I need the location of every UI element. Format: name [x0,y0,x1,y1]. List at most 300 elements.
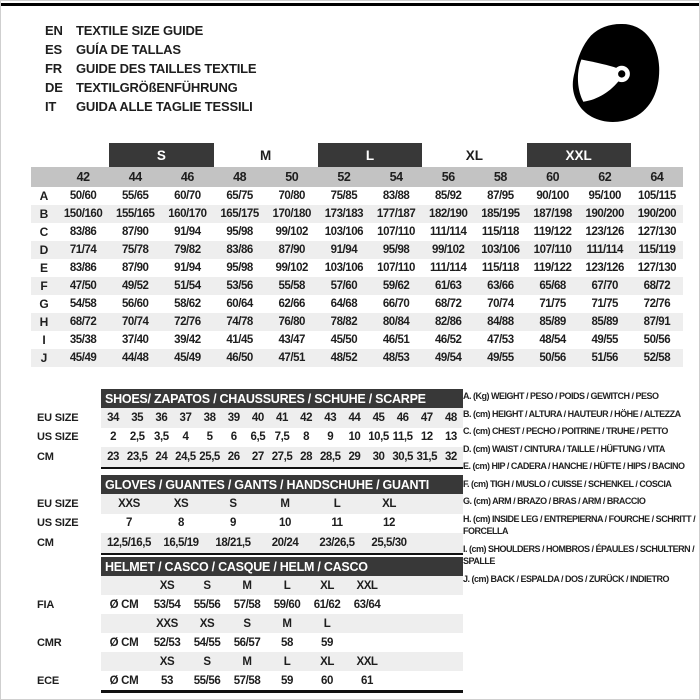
value-cell: 56/60 [121,298,149,310]
value-cell: 2,5 [129,431,145,444]
table-row-f [31,277,683,295]
value-cell: 48/52 [330,352,358,364]
value-cell: 12 [420,431,433,444]
legend-item: A. (Kg) WEIGHT / PESO / POIDS / GEWITCH / PESO [463,391,659,401]
value-cell: 9 [327,431,334,444]
value-cell: 25,5/30 [371,536,407,549]
table-row-c [31,223,683,241]
value-cell: 115/118 [481,226,519,238]
row-label: F [40,279,48,293]
row-values [101,408,463,428]
value-cell: 61/63 [434,280,462,292]
value-cell: 4 [182,431,189,444]
value-cell: 82/86 [434,316,462,328]
value-cell: 111/114 [586,244,623,256]
value-cell: 43 [324,411,337,424]
value-cell: 54/58 [69,298,97,310]
language-title: TEXTILGRÖßENFÜHRUNG [76,80,238,95]
fia-values-row [37,595,463,614]
size-number-cell: 56 [441,170,455,184]
value-cell: 65/68 [539,280,566,292]
helmet-title-bar: HELMET / CASCO / CASQUE / HELM / CASCO [101,557,463,576]
textile-size-table [31,143,683,367]
value-cell: 13 [444,431,457,444]
value-cell: 150/160 [63,208,103,220]
value-cell: 56/57 [233,636,261,649]
row-label: C [39,225,49,239]
value-cell: 20/24 [271,536,299,549]
value-cell: 78/82 [330,316,358,328]
value-cell: 65/75 [226,190,253,202]
value-cell: 29 [348,450,361,463]
value-cell: 87/90 [121,262,149,274]
gloves-eu-row [37,494,463,514]
ece-values-row [37,671,463,690]
table-row-d [31,241,683,259]
size-band-s: S [109,143,213,167]
value-cell: 165/175 [220,208,259,220]
value-cell: 12,5/16,5 [107,536,151,549]
value-cell: 115/118 [481,262,519,274]
size-number-header-row [31,167,683,187]
size-cell: XL [320,579,334,592]
value-cell: 90/100 [536,190,569,202]
value-cell: 70/74 [121,316,149,328]
size-number-cell: 58 [493,170,507,184]
value-cell: 59/60 [273,598,301,611]
value-cell: 27,5 [271,450,293,463]
measurement-legend [463,390,699,590]
row-label: A [39,189,49,203]
value-cell: 80/84 [382,316,410,328]
size-band-row [31,143,683,167]
row-values [101,428,463,448]
gloves-header-row [37,475,463,494]
value-cell: 107/110 [377,226,415,238]
value-cell: 68/72 [643,280,671,292]
gloves-table [37,475,463,555]
value-cell: 7 [126,517,132,530]
size-cell: S [203,655,211,668]
size-band-m: M [260,147,272,163]
value-cell: 60/64 [226,298,253,310]
value-cell: 55/65 [121,190,149,202]
value-cell: 55/56 [193,674,221,687]
legend-item: J. (cm) BACK / ESPALDA / DOS / ZURÜCK / INDIETRO [463,573,670,584]
size-cell: XXS [156,617,178,630]
value-cell: 53/54 [153,598,181,611]
value-cell: 51/56 [591,352,618,364]
size-cell: XXL [356,579,378,592]
value-cell: 85/92 [434,190,462,202]
value-cell: 55/58 [278,280,305,292]
row-label: J [40,351,48,365]
value-cell: 30 [372,450,385,463]
language-code: EN [45,23,63,38]
value-cell: XXS [118,497,140,510]
value-cell: 48/53 [382,352,410,364]
size-number-cell: 42 [76,170,90,184]
value-cell: 6 [230,431,237,444]
language-title: TEXTILE SIZE GUIDE [76,23,204,38]
table-row-g [31,295,683,313]
value-cell: 99/102 [432,244,465,256]
corner-cell [31,167,57,187]
diameter-unit: Ø CM [109,674,139,687]
value-cell: 39/42 [174,334,201,346]
size-number-cell: 62 [598,170,612,184]
diameter-unit: Ø CM [109,636,139,649]
language-code: DE [45,80,63,95]
value-cell: 185/195 [481,208,520,220]
value-cell: 111/114 [429,262,467,274]
value-cell: 49/55 [591,334,618,346]
value-cell: 58 [281,636,293,649]
value-cell: 71/75 [539,298,566,310]
value-cell: 37 [179,411,192,424]
size-number-cell: 60 [546,170,560,184]
row-label: CM [37,450,54,463]
value-cell: 45/49 [69,352,97,364]
value-cell: 59 [321,636,333,649]
size-band-l: L [318,143,422,167]
value-cell: 71/75 [591,298,618,310]
row-label: EU SIZE [37,497,79,510]
row-label: I [42,333,46,347]
table-row-j [31,349,683,367]
row-values [101,671,463,690]
size-cell: M [242,655,252,668]
value-cell: 10,5 [368,431,389,444]
value-cell: 49/55 [487,352,514,364]
language-title: GUÍA DE TALLAS [76,42,181,57]
shoes-header-row [37,389,463,408]
value-cell: 7,5 [274,431,290,444]
shoes-table [37,389,463,469]
row-values [101,533,463,553]
row-values [101,494,463,514]
value-cell: 87/90 [278,244,305,256]
row-label: FIA [37,598,55,611]
value-cell: 103/106 [324,262,364,274]
language-row [45,97,256,116]
value-cell: 190/200 [637,208,677,220]
helmet-icon [567,17,663,127]
value-cell: 44 [348,411,361,424]
helmet-table [37,557,463,693]
row-label: ECE [37,674,60,687]
row-label: H [39,315,49,329]
value-cell: 46 [396,411,409,424]
value-cell: 47/53 [487,334,514,346]
size-cell: XS [159,655,175,668]
fia-sizes-row [37,576,463,595]
value-cell: 70/80 [278,190,305,202]
legend-item: H. (cm) INSIDE LEG / ENTREPIERNA / FOURCHE / SCHRITT / FORCELLA [463,513,696,536]
value-cell: XS [173,497,189,510]
value-cell: 84/88 [487,316,514,328]
value-cell: 79/82 [174,244,201,256]
gloves-cm-row [37,533,463,553]
value-cell: 50/60 [69,190,97,202]
value-cell: 63/64 [353,598,381,611]
row-values [101,614,463,633]
table-row-i [31,331,683,349]
value-cell: 105/115 [638,190,676,202]
size-number-cell: 52 [337,170,351,184]
value-cell: 45 [372,411,385,424]
value-cell: 103/106 [324,226,364,238]
value-cell: 85/89 [591,316,618,328]
value-cell: 123/126 [585,226,624,238]
value-cell: 95/98 [226,226,253,238]
value-cell: 119/122 [533,226,572,238]
value-cell: 47 [420,411,433,424]
value-cell: 76/80 [278,316,305,328]
size-number-cell: 46 [180,170,194,184]
value-cell: 49/52 [121,280,149,292]
size-cell: L [283,655,291,668]
language-row [45,21,256,40]
value-cell: 63/66 [487,280,514,292]
value-cell: 26 [227,450,240,463]
value-cell: 60 [321,674,333,687]
value-cell: 53 [161,674,173,687]
value-cell: 58/62 [174,298,201,310]
table-row-b [31,205,683,223]
value-cell: 18/21,5 [215,536,251,549]
value-cell: 12 [383,517,395,530]
value-cell: 72/76 [174,316,201,328]
language-row [45,40,256,59]
size-cell: M [242,579,252,592]
value-cell: 2 [110,431,117,444]
helmet-header-row [37,557,463,576]
value-cell: 28 [300,450,313,463]
value-cell: 187/198 [533,208,572,220]
value-cell: 61 [361,674,373,687]
value-cell: 41 [276,411,288,424]
value-cell: 91/94 [330,244,358,256]
value-cell: 103/106 [481,244,520,256]
table-row-a [31,187,683,205]
row-values [101,595,463,614]
value-cell: 11,5 [392,431,413,444]
size-number-cell: 48 [233,170,247,184]
size-cell: XS [159,579,175,592]
value-cell: 111/114 [429,226,467,238]
value-cell: 57/60 [330,280,358,292]
size-number-cell: 44 [128,170,142,184]
value-cell: 123/126 [585,262,624,274]
value-cell: 51/54 [174,280,201,292]
value-cell: 155/165 [116,208,155,220]
value-cell: 95/100 [588,190,621,202]
value-cell: 47/50 [69,280,97,292]
value-cell: 115/119 [638,244,676,256]
value-cell: 23/26,5 [319,536,355,549]
row-label: E [39,261,48,275]
value-cell: 37/40 [121,334,149,346]
language-title: GUIDE DES TAILLES TEXTILE [76,61,257,76]
value-cell: 3,5 [154,431,169,444]
cmr-sizes-row [37,614,463,633]
row-label: CM [37,536,54,549]
value-cell: 39 [227,411,240,424]
value-cell: 25,5 [199,450,220,463]
value-cell: 87/90 [121,226,149,238]
legend-item: D. (cm) WAIST / CINTURA / TAILLE / HÜFTUNG / VITA [463,443,665,454]
language-row [45,78,256,97]
value-cell: 48 [444,411,457,424]
row-values [101,652,463,671]
value-cell: 11 [331,517,343,530]
value-cell: 67/70 [591,280,618,292]
value-cell: 55/56 [193,598,221,611]
size-band-xl: XL [465,147,483,163]
row-values [101,514,463,534]
value-cell: 45/50 [330,334,358,346]
value-cell: 91/94 [174,262,201,274]
row-label: G [39,297,49,311]
value-cell: S [229,497,237,510]
value-cell: 36 [155,411,168,424]
value-cell: 83/86 [69,262,97,274]
value-cell: 99/102 [275,226,308,238]
size-number-cell: 64 [650,170,664,184]
value-cell: 6,5 [250,431,266,444]
value-cell: 60/70 [174,190,201,202]
size-cell: S [203,579,211,592]
value-cell: 190/200 [585,208,624,220]
value-cell: 182/190 [429,208,468,220]
spacer [37,475,101,494]
value-cell: 32 [444,450,457,463]
value-cell: 83/86 [69,226,97,238]
language-code: FR [45,61,62,76]
value-cell: 48/54 [539,334,566,346]
value-cell: 173/183 [324,208,364,220]
row-label: EU SIZE [37,411,79,424]
value-cell: 31,5 [416,450,438,463]
value-cell: 87/91 [643,316,671,328]
gloves-title-bar: GLOVES / GUANTES / GANTS / HANDSCHUHE / GUANTI [101,475,463,494]
spacer [37,614,101,633]
value-cell: 38 [203,411,216,424]
spacer [37,389,101,408]
shoes-title-bar: SHOES/ ZAPATOS / CHAUSSURES / SCHUHE / SCARPE [101,389,463,408]
value-cell: 50/56 [643,334,671,346]
size-cell: XXL [356,655,378,668]
value-cell: 46/52 [434,334,462,346]
value-cell: 160/170 [168,208,207,220]
value-cell: 91/94 [174,226,201,238]
legend-item: G. (cm) ARM / BRAZO / BRAS / ARM / BRACCIO [463,496,646,506]
value-cell: 53/56 [226,280,253,292]
value-cell: 74/78 [226,316,253,328]
value-cell: 8 [178,517,184,530]
row-label: US SIZE [37,517,79,530]
value-cell: XL [382,497,396,510]
diameter-unit: Ø CM [109,598,139,611]
legend-item: B. (cm) HEIGHT / ALTURA / HAUTEUR / HÖHE / ALTEZZA [463,408,681,419]
top-border-line [1,3,700,6]
row-label: US SIZE [37,431,79,444]
value-cell: 68/72 [69,316,97,328]
value-cell: 72/76 [643,298,671,310]
value-cell: 54/55 [193,636,221,649]
value-cell: 66/70 [382,298,410,310]
legend-item: E. (cm) HIP / CADERA / HANCHE / HÜFTE / HIPS / BACINO [463,461,685,471]
value-cell: 61/62 [313,598,341,611]
size-cell: XL [320,655,334,668]
value-cell: 52/58 [643,352,671,364]
value-cell: 41/45 [226,334,253,346]
language-code: ES [45,42,62,57]
size-cell: S [243,617,251,630]
value-cell: 107/110 [533,244,572,256]
value-cell: 10 [279,517,291,530]
value-cell: 107/110 [377,262,415,274]
value-cell: 24 [155,450,168,463]
value-cell: 46/50 [226,352,253,364]
row-label: D [39,243,49,257]
language-code: IT [45,99,57,114]
value-cell: 95/98 [382,244,410,256]
value-cell: 23 [107,450,120,463]
language-title-list [45,21,256,116]
size-number-cell: 50 [285,170,299,184]
table-bottom-line [101,467,463,470]
value-cell: 59 [281,674,293,687]
value-cell: 47/51 [278,352,305,364]
value-cell: 46/51 [382,334,410,346]
shoes-cm-row [37,447,463,467]
value-cell: 70/74 [487,298,514,310]
value-cell: 45/49 [174,352,201,364]
value-cell: 64/68 [330,298,358,310]
value-cell: 99/102 [275,262,308,274]
shoes-eu-row [37,408,463,428]
size-number-cell: 54 [389,170,403,184]
language-title: GUIDA ALLE TAGLIE TESSILI [76,99,253,114]
value-cell: 75/78 [121,244,149,256]
legend-item: F. (cm) TIGH / MUSLO / CUISSE / SCHENKEL / COSCIA [463,478,672,489]
value-cell: 83/86 [226,244,253,256]
value-cell: 23,5 [126,450,148,463]
size-cell: L [323,617,331,630]
value-cell: 71/74 [69,244,97,256]
cmr-values-row [37,633,463,652]
value-cell: 127/130 [637,226,677,238]
legend-item: C. (cm) CHEST / PECHO / POITRINE / TRUHE / PETTO [463,426,668,436]
value-cell: 57/58 [233,598,261,611]
value-cell: 43/47 [278,334,305,346]
value-cell: 10 [348,431,361,444]
value-cell: 57/58 [233,674,261,687]
value-cell: 34 [107,411,120,424]
ece-sizes-row [37,652,463,671]
shoes-us-row [37,428,463,448]
value-cell: 35 [131,411,144,424]
value-cell: 127/130 [637,262,677,274]
value-cell: 52/53 [153,636,181,649]
row-values [101,447,463,467]
legend-item: I. (cm) SHOULDERS / HOMBROS / ÉPAULES / SCHULTERN / SPALLE [463,543,695,566]
value-cell: 49/54 [434,352,462,364]
value-cell: L [333,497,341,510]
value-cell: 35/38 [69,334,97,346]
